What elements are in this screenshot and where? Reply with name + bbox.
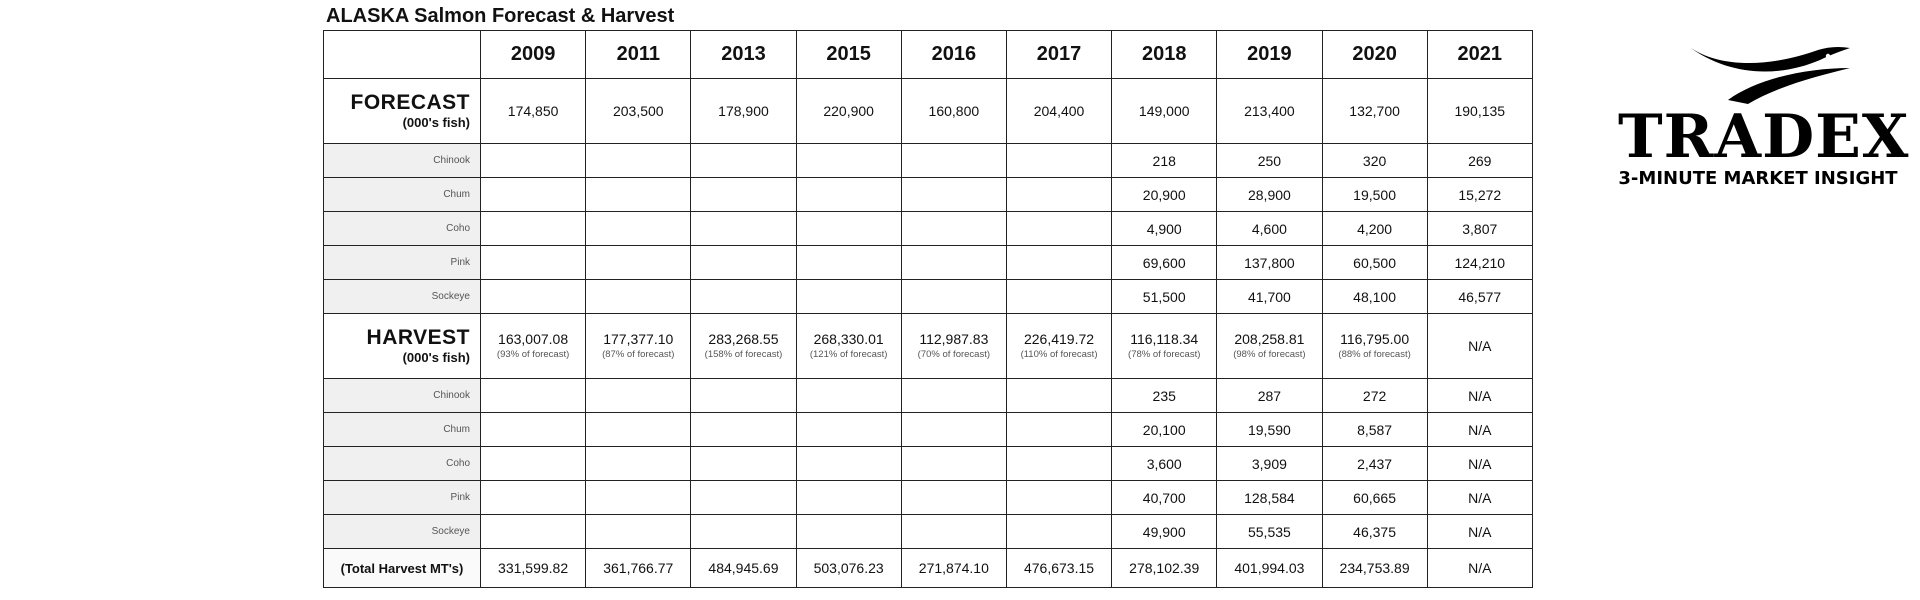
forecast-species-row — [324, 246, 1533, 280]
harvest-species-value: N/A — [1427, 379, 1532, 413]
forecast-species-value — [481, 212, 586, 246]
forecast-species-value — [586, 144, 691, 178]
forecast-species-value — [796, 178, 901, 212]
harvest-species-value: N/A — [1427, 515, 1532, 549]
harvest-total-row — [324, 314, 1533, 379]
harvest-species-value: 2,437 — [1322, 447, 1427, 481]
forecast-species-value — [481, 144, 586, 178]
harvest-species-value — [586, 447, 691, 481]
harvest-species-label: Coho — [324, 447, 481, 481]
harvest-species-value — [901, 447, 1006, 481]
harvest-value: 116,795.00 — [1340, 331, 1410, 347]
harvest-forecast-pct: (78% of forecast) — [1128, 349, 1201, 360]
total-harvest-value: 401,994.03 — [1217, 549, 1322, 588]
harvest-value-cell — [1322, 314, 1427, 379]
harvest-species-value: 19,590 — [1217, 413, 1322, 447]
year-header: 2017 — [1006, 31, 1111, 79]
forecast-label: FORECAST — [350, 91, 470, 114]
harvest-species-value — [796, 481, 901, 515]
forecast-species-value — [796, 280, 901, 314]
forecast-species-row — [324, 144, 1533, 178]
forecast-species-value — [1006, 212, 1111, 246]
harvest-value-cell — [901, 314, 1006, 379]
harvest-species-value — [1006, 413, 1111, 447]
harvest-species-value — [481, 515, 586, 549]
harvest-species-value — [1006, 515, 1111, 549]
harvest-forecast-pct: (158% of forecast) — [704, 349, 783, 360]
harvest-value-cell — [1112, 314, 1217, 379]
harvest-value-cell — [481, 314, 586, 379]
forecast-species-value: 4,600 — [1217, 212, 1322, 246]
harvest-species-label: Chum — [324, 413, 481, 447]
forecast-species-value — [901, 144, 1006, 178]
page-title: ALASKA Salmon Forecast & Harvest — [326, 5, 675, 27]
forecast-species-label: Chum — [324, 178, 481, 212]
harvest-species-value: 272 — [1322, 379, 1427, 413]
harvest-species-value: 128,584 — [1217, 481, 1322, 515]
forecast-species-value — [1006, 280, 1111, 314]
year-header: 2019 — [1217, 31, 1322, 79]
harvest-species-value — [796, 515, 901, 549]
year-header: 2018 — [1112, 31, 1217, 79]
forecast-species-value: 48,100 — [1322, 280, 1427, 314]
harvest-species-value — [796, 379, 901, 413]
total-harvest-value: 271,874.10 — [901, 549, 1006, 588]
forecast-species-value — [691, 178, 796, 212]
harvest-species-value — [691, 447, 796, 481]
harvest-species-value — [586, 379, 691, 413]
forecast-species-value — [796, 144, 901, 178]
harvest-species-value — [691, 481, 796, 515]
total-harvest-value: 361,766.77 — [586, 549, 691, 588]
forecast-species-value: 20,900 — [1112, 178, 1217, 212]
harvest-forecast-pct: (88% of forecast) — [1338, 349, 1411, 360]
harvest-value-cell — [1006, 314, 1111, 379]
forecast-species-value: 4,900 — [1112, 212, 1217, 246]
harvest-species-value — [481, 413, 586, 447]
forecast-value: 190,135 — [1427, 79, 1532, 144]
harvest-species-value — [691, 515, 796, 549]
forecast-species-label: Pink — [324, 246, 481, 280]
harvest-species-value — [901, 379, 1006, 413]
harvest-forecast-pct: (87% of forecast) — [602, 349, 675, 360]
forecast-species-value — [586, 212, 691, 246]
forecast-species-value — [586, 246, 691, 280]
harvest-species-value — [796, 413, 901, 447]
harvest-species-value: N/A — [1427, 413, 1532, 447]
forecast-total-row — [324, 79, 1533, 144]
harvest-value: 268,330.01 — [813, 331, 884, 347]
harvest-unit: (000's fish) — [402, 350, 470, 365]
harvest-species-row — [324, 379, 1533, 413]
harvest-value: 208,258.81 — [1234, 331, 1305, 347]
harvest-species-value: 3,600 — [1112, 447, 1217, 481]
year-header-row — [324, 31, 1533, 79]
harvest-species-value — [901, 481, 1006, 515]
total-harvest-value: 503,076.23 — [796, 549, 901, 588]
forecast-species-value: 60,500 — [1322, 246, 1427, 280]
harvest-species-value: 46,375 — [1322, 515, 1427, 549]
forecast-value: 213,400 — [1217, 79, 1322, 144]
harvest-species-value — [481, 481, 586, 515]
harvest-species-value: 287 — [1217, 379, 1322, 413]
harvest-forecast-pct: (98% of forecast) — [1233, 349, 1306, 360]
fish-swoosh-icon — [1678, 38, 1858, 108]
forecast-species-value: 4,200 — [1322, 212, 1427, 246]
harvest-forecast-pct: (110% of forecast) — [1020, 349, 1098, 360]
forecast-species-value: 124,210 — [1427, 246, 1532, 280]
total-harvest-value: 484,945.69 — [691, 549, 796, 588]
harvest-species-value: 40,700 — [1112, 481, 1217, 515]
harvest-value-cell — [1217, 314, 1322, 379]
harvest-forecast-pct: (70% of forecast) — [917, 349, 991, 360]
forecast-species-value — [481, 280, 586, 314]
forecast-species-row — [324, 212, 1533, 246]
forecast-species-value: 19,500 — [1322, 178, 1427, 212]
forecast-species-value: 28,900 — [1217, 178, 1322, 212]
forecast-species-value — [481, 178, 586, 212]
year-header: 2009 — [481, 31, 586, 79]
forecast-species-value: 218 — [1112, 144, 1217, 178]
harvest-species-value — [586, 515, 691, 549]
forecast-species-value: 137,800 — [1217, 246, 1322, 280]
forecast-species-value — [1006, 144, 1111, 178]
harvest-species-value: 8,587 — [1322, 413, 1427, 447]
forecast-species-value — [691, 144, 796, 178]
forecast-species-value — [901, 246, 1006, 280]
forecast-species-value: 51,500 — [1112, 280, 1217, 314]
harvest-forecast-pct: (121% of forecast) — [809, 349, 888, 360]
harvest-species-value — [691, 413, 796, 447]
harvest-species-value — [901, 515, 1006, 549]
year-header: 2011 — [586, 31, 691, 79]
logo-tagline: 3-MINUTE MARKET INSIGHT — [1618, 168, 1898, 189]
harvest-species-value — [901, 413, 1006, 447]
total-harvest-value: 278,102.39 — [1112, 549, 1217, 588]
harvest-species-row — [324, 447, 1533, 481]
forecast-species-row — [324, 280, 1533, 314]
harvest-species-value — [1006, 481, 1111, 515]
harvest-species-label: Sockeye — [324, 515, 481, 549]
forecast-value: 149,000 — [1112, 79, 1217, 144]
forecast-species-row — [324, 178, 1533, 212]
harvest-value-cell — [1427, 314, 1532, 379]
year-header: 2013 — [691, 31, 796, 79]
year-header: 2015 — [796, 31, 901, 79]
harvest-value-cell — [796, 314, 901, 379]
harvest-value: 112,987.83 — [919, 331, 989, 347]
harvest-species-row — [324, 413, 1533, 447]
harvest-species-value — [691, 379, 796, 413]
harvest-species-label: Chinook — [324, 379, 481, 413]
harvest-value: 116,118.34 — [1130, 331, 1199, 347]
year-header: 2021 — [1427, 31, 1532, 79]
forecast-species-label: Sockeye — [324, 280, 481, 314]
forecast-value: 203,500 — [586, 79, 691, 144]
harvest-species-value — [586, 481, 691, 515]
harvest-species-value: 55,535 — [1217, 515, 1322, 549]
harvest-species-value: N/A — [1427, 481, 1532, 515]
year-header: 2016 — [901, 31, 1006, 79]
harvest-value-cell — [586, 314, 691, 379]
harvest-forecast-pct: (93% of forecast) — [496, 349, 570, 360]
forecast-species-value: 69,600 — [1112, 246, 1217, 280]
forecast-species-value: 320 — [1322, 144, 1427, 178]
forecast-species-value: 250 — [1217, 144, 1322, 178]
forecast-species-value: 269 — [1427, 144, 1532, 178]
forecast-species-label: Chinook — [324, 144, 481, 178]
total-harvest-row — [324, 549, 1533, 588]
total-harvest-value: N/A — [1427, 549, 1532, 588]
forecast-species-value — [901, 212, 1006, 246]
total-harvest-value: 331,599.82 — [481, 549, 586, 588]
forecast-species-value — [901, 280, 1006, 314]
forecast-species-value — [481, 246, 586, 280]
harvest-label: HARVEST — [366, 326, 470, 349]
forecast-value: 160,800 — [901, 79, 1006, 144]
forecast-species-value — [691, 212, 796, 246]
forecast-species-value — [691, 246, 796, 280]
harvest-value-cell — [691, 314, 796, 379]
harvest-species-value — [586, 413, 691, 447]
forecast-label-cell — [324, 79, 481, 144]
harvest-value: 283,268.55 — [708, 331, 779, 347]
harvest-species-value: 3,909 — [1217, 447, 1322, 481]
forecast-species-value: 46,577 — [1427, 280, 1532, 314]
forecast-species-value — [586, 280, 691, 314]
harvest-species-value — [1006, 447, 1111, 481]
harvest-species-value: 20,100 — [1112, 413, 1217, 447]
harvest-label-cell — [324, 314, 481, 379]
salmon-table — [323, 30, 1533, 588]
harvest-species-label: Pink — [324, 481, 481, 515]
forecast-species-value — [796, 212, 901, 246]
harvest-species-value — [796, 447, 901, 481]
forecast-value: 178,900 — [691, 79, 796, 144]
logo-name: TRADEX — [1618, 102, 1910, 172]
year-header: 2020 — [1322, 31, 1427, 79]
harvest-species-value — [481, 447, 586, 481]
forecast-species-value: 3,807 — [1427, 212, 1532, 246]
forecast-value: 204,400 — [1006, 79, 1111, 144]
harvest-value: 163,007.08 — [498, 331, 569, 347]
corner-cell — [324, 31, 481, 79]
tradex-logo — [1618, 38, 1910, 198]
harvest-species-value: 60,665 — [1322, 481, 1427, 515]
forecast-unit: (000's fish) — [402, 115, 470, 130]
harvest-species-row — [324, 481, 1533, 515]
total-harvest-value: 234,753.89 — [1322, 549, 1427, 588]
total-harvest-value: 476,673.15 — [1006, 549, 1111, 588]
forecast-species-value — [796, 246, 901, 280]
harvest-species-value: N/A — [1427, 447, 1532, 481]
harvest-species-value — [1006, 379, 1111, 413]
harvest-species-row — [324, 515, 1533, 549]
forecast-species-value: 41,700 — [1217, 280, 1322, 314]
forecast-species-value — [901, 178, 1006, 212]
total-harvest-label: (Total Harvest MT's) — [324, 549, 481, 588]
harvest-species-value: 49,900 — [1112, 515, 1217, 549]
forecast-species-value: 15,272 — [1427, 178, 1532, 212]
forecast-species-label: Coho — [324, 212, 481, 246]
forecast-species-value — [1006, 246, 1111, 280]
harvest-species-value — [481, 379, 586, 413]
harvest-value: N/A — [1468, 338, 1492, 354]
harvest-value: 226,419.72 — [1023, 331, 1095, 347]
forecast-value: 220,900 — [796, 79, 901, 144]
forecast-value: 174,850 — [481, 79, 586, 144]
forecast-species-value — [586, 178, 691, 212]
forecast-value: 132,700 — [1322, 79, 1427, 144]
forecast-species-value — [1006, 178, 1111, 212]
harvest-value: 177,377.10 — [603, 331, 674, 347]
harvest-species-value: 235 — [1112, 379, 1217, 413]
forecast-species-value — [691, 280, 796, 314]
